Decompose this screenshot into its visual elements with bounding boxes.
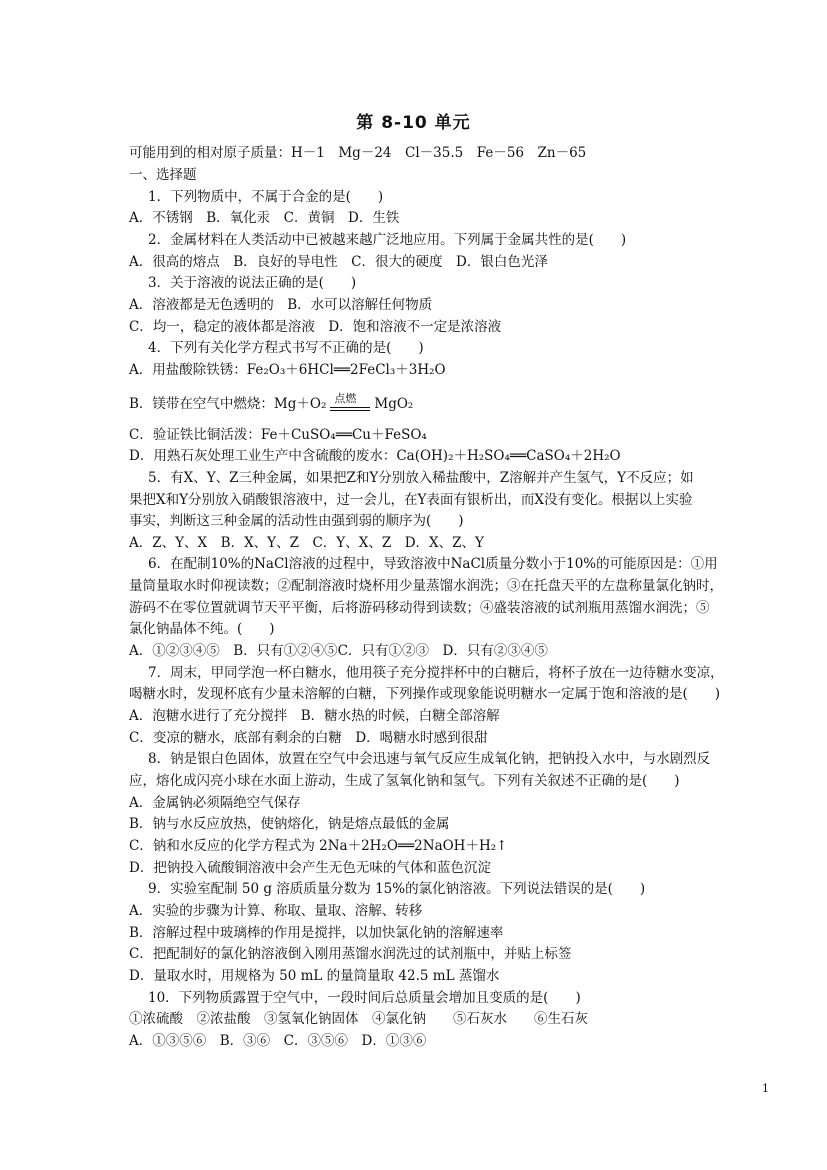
atomic-mass-line: 可能用到的相对原子质量：H－1 Mg－24 Cl－35.5 Fe－56 Zn－65 <box>129 145 587 161</box>
question-8-line-1: 8．钠是银白色固体，放置在空气中会迅速与氧气反应生成氧化钠，把钠投入水中，与水剧烈反 <box>148 751 711 767</box>
question-1: 1．下列物质中，不属于合金的是( ) <box>148 189 384 205</box>
page-number: 1 <box>762 1082 769 1095</box>
question-1-options: A．不锈钢 B．氧化汞 C．黄铜 D．生铁 <box>129 210 400 226</box>
question-2-options: A．很高的熔点 B．良好的导电性 C．很大的硬度 D．银白色光泽 <box>129 254 548 270</box>
section-heading: 一、选择题 <box>129 167 197 183</box>
question-9: 9．实验室配制 50 g 溶质质量分数为 15%的氯化钠溶液。下列说法错误的是( ) <box>148 881 646 897</box>
question-6-line-3: 游码不在零位置就调节天平平衡，后将游码移动得到读数；④盛装溶液的试剂瓶用蒸馏水润洗；⑤ <box>129 600 710 616</box>
option-b-product: MgO₂ <box>374 396 414 412</box>
question-5-line-2: 果把X和Y分别放入硝酸银溶液中，过一会儿，在Y表面有银析出，而X没有变化。根据以上实验 <box>129 492 693 508</box>
question-8-line-2: 应，熔化成闪亮小球在水面上游动，生成了氢氧化钠和氢气。下列有关叙述不正确的是( ) <box>129 773 680 789</box>
reaction-condition: 点燃 <box>334 391 357 405</box>
question-8-option-c: C．钠和水反应的化学方程式为 2Na＋2H₂O══2NaOH＋H₂↑ <box>129 838 508 854</box>
question-9-option-b: B．溶解过程中玻璃棒的作用是搅拌，以加快氯化钠的溶解速率 <box>129 925 504 941</box>
question-3: 3．关于溶液的说法正确的是( ) <box>148 275 357 291</box>
question-9-option-a: A．实验的步骤为计算、称取、量取、溶解、转移 <box>129 903 423 919</box>
question-10-options: A．①③⑤⑥ B．③⑥ C．③⑤⑥ D．①③⑥ <box>129 1033 427 1049</box>
question-6-options: A．①②③④⑤ B．只有①②④⑤C．只有①②③ D．只有②③④⑤ <box>129 643 548 659</box>
question-3-options-cd: C．均一，稳定的液体都是溶液 D．饱和溶液不一定是浓溶液 <box>129 319 502 335</box>
question-8-option-d: D．把钠投入硫酸铜溶液中会产生无色无味的气体和蓝色沉淀 <box>129 860 491 876</box>
question-4-option-a: A．用盐酸除铁锈：Fe₂O₃＋6HCl══2FeCl₃＋3H₂O <box>129 362 446 378</box>
question-7-line-1: 7．周末，甲同学泡一杯白糖水，他用筷子充分搅拌杯中的白糖后，将杯子放在一边待糖水变凉， <box>148 665 724 681</box>
question-8-option-b: B．钠与水反应放热，使钠熔化，钠是熔点最低的金属 <box>129 816 450 832</box>
question-9-option-d: D．量取水时，用规格为 50 mL 的量筒量取 42.5 mL 蒸馏水 <box>129 968 500 984</box>
question-5-line-1: 5．有X、Y、Z三种金属，如果把Z和Y分别放入稀盐酸中，Z溶解并产生氢气，Y不反应；如 <box>148 470 694 486</box>
page-title: 第 8-10 单元 <box>356 113 471 133</box>
question-4-option-b <box>129 393 413 415</box>
question-4-option-c: C．验证铁比铜活泼：Fe＋CuSO₄══Cu＋FeSO₄ <box>129 427 427 443</box>
question-4-option-d: D．用熟石灰处理工业生产中含硫酸的废水：Ca(OH)₂＋H₂SO₄══CaSO₄＋2H₂O <box>129 448 621 464</box>
question-10-items: ①浓硫酸 ②浓盐酸 ③氢氧化钠固体 ④氯化钠 ⑤石灰水 ⑥生石灰 <box>129 1011 588 1027</box>
question-6-line-1: 6．在配制10%的NaCl溶液的过程中，导致溶液中NaCl质量分数小于10%的可能原因是：①用 <box>148 556 718 572</box>
question-6-line-4: 氯化钠晶体不纯。( ) <box>129 621 275 637</box>
question-10: 10．下列物质露置于空气中，一段时间后总质量会增加且变质的是( ) <box>148 990 581 1006</box>
reaction-arrow <box>330 391 370 413</box>
question-3-options-ab: A．溶液都是无色透明的 B．水可以溶解任何物质 <box>129 297 433 313</box>
question-7-options-cd: C．变凉的糖水，底部有剩余的白糖 D．喝糖水时感到很甜 <box>129 730 488 746</box>
question-4: 4．下列有关化学方程式书写不正确的是( ) <box>148 340 424 356</box>
option-b-text: B．镁带在空气中燃烧：Mg＋O₂ <box>129 396 327 412</box>
question-7-options-ab: A．泡糖水进行了充分搅拌 B．糖水热的时候，白糖全部溶解 <box>129 708 500 724</box>
question-5-options: A．Z、Y、X B．X、Y、Z C．Y、X、Z D．X、Z、Y <box>129 535 484 551</box>
question-6-line-2: 量筒量取水时仰视读数；②配制溶液时烧杯用少量蒸馏水润洗；③在托盘天平的左盘称量氯化钠时， <box>129 578 723 594</box>
question-2: 2．金属材料在人类活动中已被越来越广泛地应用。下列属于金属共性的是( ) <box>148 232 627 248</box>
question-5-line-3: 事实，判断这三种金属的活动性由强到弱的顺序为( ) <box>129 513 464 529</box>
question-7-line-2: 喝糖水时，发现杯底有少量未溶解的白糖，下列操作或现象能说明糖水一定属于饱和溶液的是( ) <box>129 686 721 702</box>
question-8-option-a: A．金属钠必须隔绝空气保存 <box>129 795 301 811</box>
question-9-option-c: C．把配制好的氯化钠溶液倒入刚用蒸馏水润洗过的试剂瓶中，并贴上标签 <box>129 946 572 962</box>
